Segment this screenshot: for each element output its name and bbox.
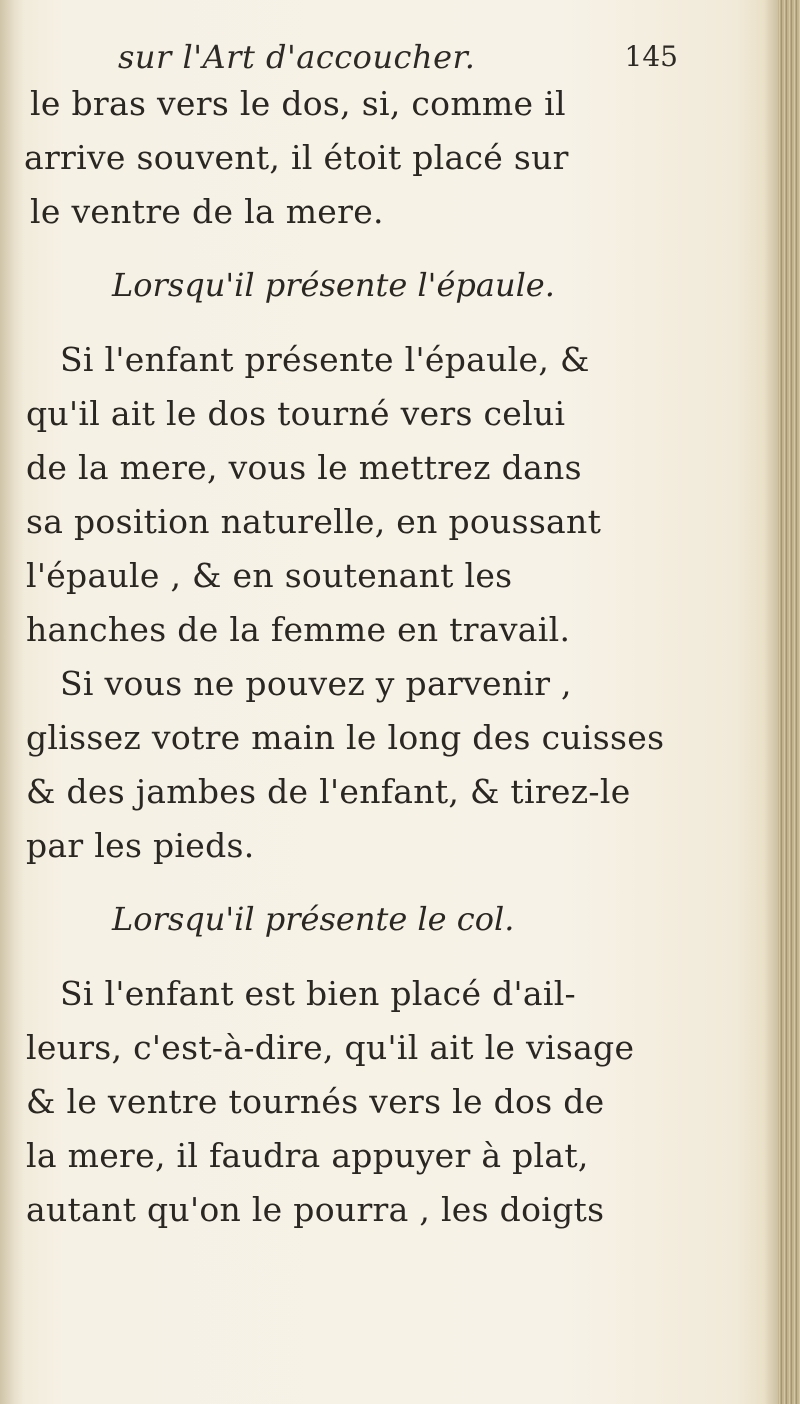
binding-gutter xyxy=(0,0,24,1404)
page-number: 145 xyxy=(624,40,678,73)
text-line: autant qu'on le pourra , les doigts xyxy=(26,1190,605,1229)
text-line: le bras vers le dos, si, comme il xyxy=(30,84,566,123)
page-edge-shadow xyxy=(764,0,778,1404)
text-line: sa position naturelle, en poussant xyxy=(26,502,602,541)
page-edges xyxy=(778,0,800,1404)
text-line: hanches de la femme en travail. xyxy=(26,610,571,649)
page-header xyxy=(118,38,678,82)
text-line: de la mere, vous le mettrez dans xyxy=(26,448,582,487)
text-line: le ventre de la mere. xyxy=(30,192,384,231)
text-line: & le ventre tournés vers le dos de xyxy=(26,1082,605,1121)
section-heading-epaule: Lorsqu'il présente l'épaule. xyxy=(112,266,555,304)
text-line: qu'il ait le dos tourné vers celui xyxy=(26,394,566,433)
text-line: arrive souvent, il étoit placé sur xyxy=(24,138,569,177)
running-title: sur l'Art d'accoucher. xyxy=(118,38,476,76)
text-line: glissez votre main le long des cuisses xyxy=(26,718,665,757)
text-line: Si l'enfant présente l'épaule, & xyxy=(60,340,590,379)
text-line: la mere, il faudra appuyer à plat, xyxy=(26,1136,589,1175)
text-line: l'épaule , & en soutenant les xyxy=(26,556,513,595)
text-line: Si vous ne pouvez y parvenir , xyxy=(60,664,572,703)
section-heading-col: Lorsqu'il présente le col. xyxy=(112,900,515,938)
text-line: & des jambes de l'enfant, & tirez-le xyxy=(26,772,631,811)
text-line: par les pieds. xyxy=(26,826,255,865)
text-line: leurs, c'est-à-dire, qu'il ait le visage xyxy=(26,1028,635,1067)
text-line: Si l'enfant est bien placé d'ail- xyxy=(60,974,577,1013)
